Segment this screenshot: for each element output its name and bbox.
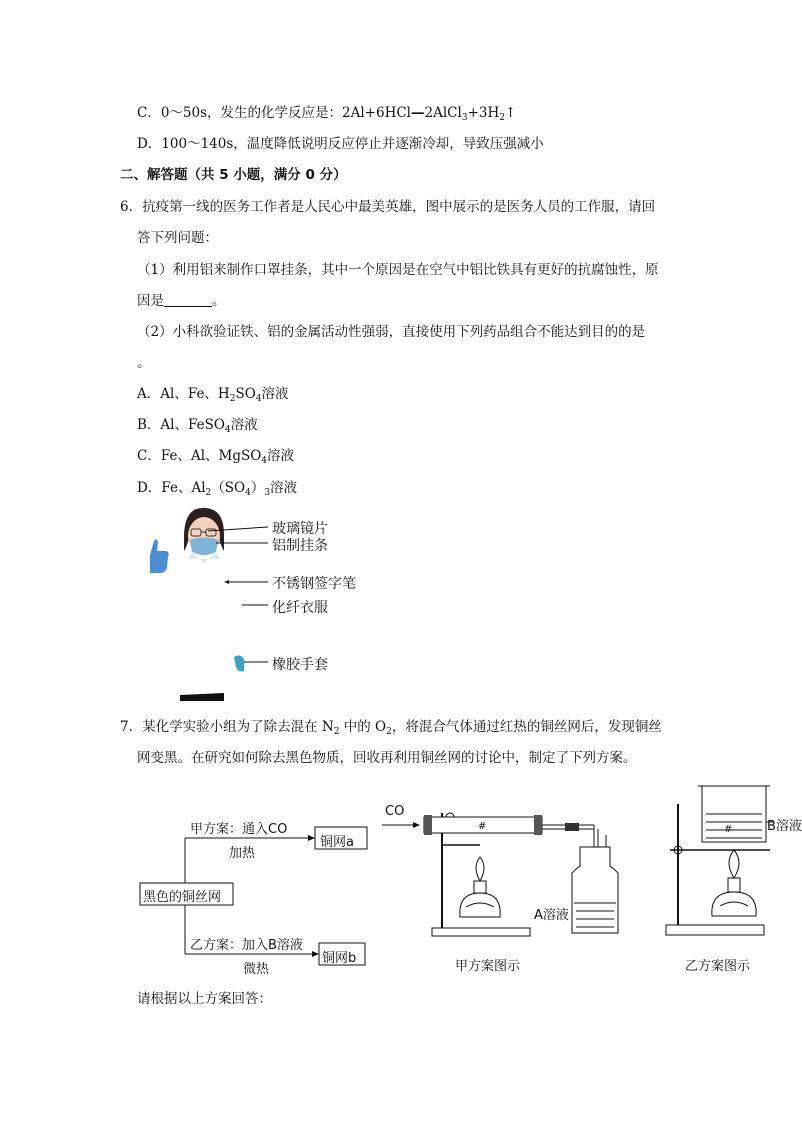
flow-start: 黑色的铜丝网 bbox=[143, 890, 222, 905]
apparatus-b-caption: 乙方案图示 bbox=[685, 959, 751, 974]
flow-plan-b-label: 乙方案：加入B溶液 bbox=[190, 938, 303, 953]
q6-option-a: A．Al、Fe、$H_2SO_4$溶液 bbox=[137, 386, 289, 404]
answer-blank[interactable] bbox=[164, 294, 212, 307]
apparatus-a-caption: 甲方案图示 bbox=[455, 959, 521, 974]
svg-text:#: # bbox=[724, 824, 733, 835]
section-heading: 二、解答题（共 5 小题，满分 0 分） bbox=[120, 167, 347, 183]
label-clothes: 化纤衣服 bbox=[272, 600, 328, 616]
label-gloves: 橡胶手套 bbox=[272, 657, 328, 673]
q6-part2-line1: （2）小科欲验证铁、铝的金属活动性强弱，直接使用下列药品组合不能达到目的的是 bbox=[137, 324, 646, 340]
label-glass: 玻璃镜片 bbox=[272, 521, 328, 537]
apparatus-a-solution: A溶液 bbox=[534, 908, 569, 923]
q6-stem-line2: 答下列问题： bbox=[137, 230, 218, 246]
choice-d: D．100～140s，温度降低说明反应停止并逐渐冷却，导致压强减小 bbox=[137, 136, 544, 152]
svg-text:#: # bbox=[478, 821, 487, 832]
q6-part2-line2: 。 bbox=[137, 355, 151, 371]
q7-stem-line2: 网变黑。在研究如何除去黑色物质，回收再利用铜丝网的讨论中，制定了下列方案。 bbox=[137, 750, 637, 766]
q7-prompt: 请根据以上方案回答： bbox=[137, 991, 272, 1007]
q6-option-c: C．Fe、Al、MgSO$_4$溶液 bbox=[137, 448, 295, 466]
q6-part1-line2: 因是 。 bbox=[137, 293, 226, 309]
q6-option-b: B．Al、FeSO$_4$溶液 bbox=[137, 417, 258, 435]
apparatus-b bbox=[660, 778, 794, 943]
q6-part1-line1: （1）利用铝来制作口罩挂条，其中一个原因是在空气中铝比铁具有更好的抗腐蚀性，原 bbox=[137, 262, 659, 278]
medical-worker-figure bbox=[140, 505, 380, 705]
apparatus-b-solution: B溶液 bbox=[767, 819, 802, 834]
flow-plan-a-label: 甲方案：通入CO bbox=[190, 822, 288, 837]
choice-c: C．0～50s，发生的化学反应是：$2Al+6HCl—2AlCl_3+3H_2↑$ bbox=[137, 105, 517, 123]
label-pen: 不锈钢签字笔 bbox=[272, 576, 356, 592]
q6-option-d: D．Fe、$Al_2(SO_4)_3$溶液 bbox=[137, 480, 298, 498]
flow-plan-a-cond: 加热 bbox=[229, 846, 256, 861]
flow-plan-b-result: 铜网b bbox=[322, 951, 357, 966]
q7-stem-line1: 7．某化学实验小组为了除去混在 $N_2$ 中的 $O_2$，将混合气体通过红热的铜丝网后，发现铜丝 bbox=[120, 719, 662, 737]
label-strip: 铝制挂条 bbox=[272, 538, 328, 554]
q6-stem-line1: 6．抗疫第一线的医务工作者是人民心中最美英雄，图中展示的是医务人员的工作服，请回 bbox=[120, 199, 656, 215]
apparatus-a bbox=[380, 795, 630, 945]
apparatus-a-gas: CO bbox=[385, 804, 405, 819]
flow-plan-b-cond: 微热 bbox=[243, 962, 270, 977]
flow-plan-a-result: 铜网a bbox=[320, 835, 354, 850]
